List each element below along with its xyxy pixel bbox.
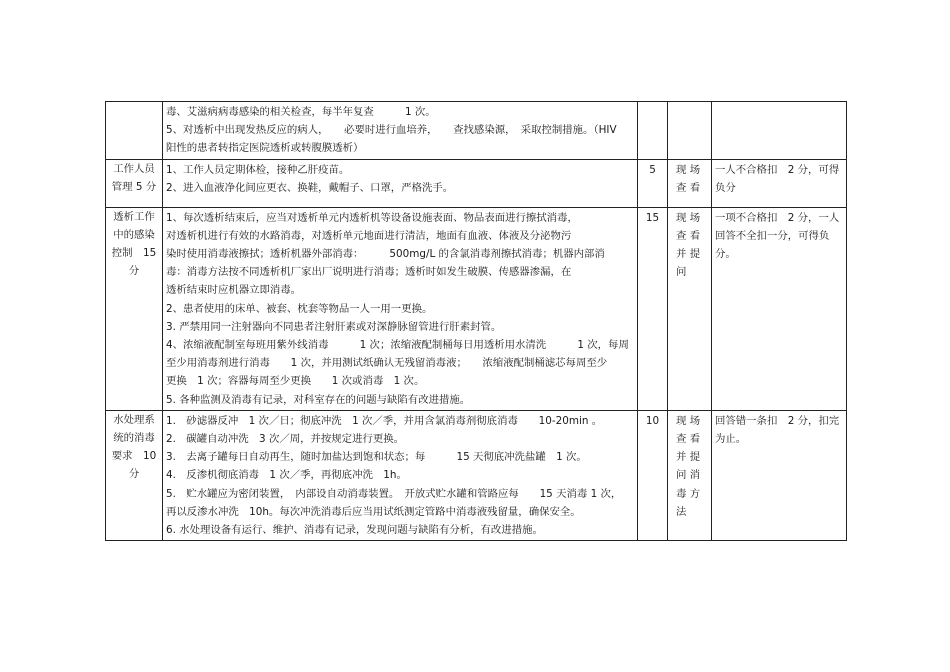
- score-cell: 5: [638, 159, 668, 207]
- content-line: 毒：消毒方法按不同透析机厂家出厂说明进行消毒；透析时如发生破膜、传感器渗漏，在: [166, 266, 572, 279]
- content-line: 阳性的患者转指定医院透析或转腹膜透析）: [166, 142, 364, 155]
- content-line: 更换 1 次；容器每周至少更换 1 次或消毒 1 次。: [166, 375, 425, 388]
- inspection-table: [105, 101, 847, 541]
- content-line: 毒、艾滋病病毒感染的相关检查，每半年复查 1 次。: [166, 106, 436, 118]
- method-cell: 现 场 查 看: [668, 159, 712, 207]
- category-cell: [106, 102, 163, 160]
- content-line: 3. 去离子罐每日自动再生，随时加盐达到饱和状态；每 15 天彻底冲洗盐罐 1 次。: [166, 451, 587, 464]
- table-row: [106, 159, 847, 207]
- content-cell: [163, 410, 638, 540]
- content-cell: [163, 207, 638, 410]
- deduction-cell: 回答错一条扣 2 分，扣完为止。: [712, 410, 847, 540]
- content-line: 6. 水处理设备有运行、维护、消毒有记录，发现问题与缺陷有分析，有改进措施。: [166, 524, 543, 537]
- content-line: 对透析机进行有效的水路消毒，对透析单元地面进行清洁，地面有血液、体液及分泌物污: [166, 229, 572, 242]
- content-cell: [163, 159, 638, 207]
- deduction-cell: [712, 102, 847, 160]
- deduction-cell: 一人不合格扣 2 分，可得负分: [712, 159, 847, 207]
- table-row: [106, 410, 847, 540]
- deduction-cell: 一项不合格扣 2 分，一人回答不全扣一分，可得负分。: [712, 207, 847, 410]
- category-cell: 透析工作中的感染控制 15 分: [106, 207, 163, 410]
- score-cell: 10: [638, 410, 668, 540]
- method-cell: 现 场 查 看 并 提 问 消 毒 方法: [668, 410, 712, 540]
- category-cell: 工作人员管理 5 分: [106, 159, 163, 207]
- content-line: 再以反渗水冲洗 10h。每次冲洗消毒后应当用试纸测定管路中消毒液残留量，确保安全。: [166, 505, 581, 518]
- content-line: 4、浓缩液配制室每班用紫外线消毒 1 次；浓缩液配制桶每日用透析用水清洗 1 次，每周: [166, 339, 629, 352]
- content-line: 2、进入血液净化间应更衣、换鞋，戴帽子、口罩，严格洗手。: [166, 181, 454, 194]
- content-line: 1、每次透析结束后，应当对透析单元内透析机等设备设施表面、物品表面进行擦拭消毒，: [166, 211, 578, 224]
- method-cell: 现 场 查 看 并 提 问: [668, 207, 712, 410]
- table-row: [106, 207, 847, 410]
- content-line: 染时使用消毒液擦拭；透析机器外部消毒： 500mg/L 的含氯消毒剂擦拭消毒；机器内部消: [166, 248, 605, 261]
- content-line: 1、工作人员定期体检，接种乙肝疫苗。: [166, 163, 350, 176]
- content-line: 至少用消毒剂进行消毒 1 次，并用测试纸确认无残留消毒液； 浓缩液配制桶滤芯每周至少: [166, 357, 608, 370]
- content-line: 2、患者使用的床单、被套、枕套等物品一人一用一更换。: [166, 302, 433, 315]
- table-row: [106, 102, 847, 160]
- content-line: 透析结束时应机器立即消毒。: [166, 284, 302, 297]
- category-cell: 水处理系统的消毒要求 10 分: [106, 410, 163, 540]
- content-line: 5、对透析中出现发热反应的病人， 必要时进行血培养， 查找感染源， 采取控制措施。（HIV: [166, 124, 617, 137]
- content-cell: [163, 102, 638, 160]
- content-line: 4. 反渗机彻底消毒 1 次／季，再彻底冲洗 1h。: [166, 469, 407, 482]
- content-line: 3. 严禁用同一注射器向不同患者注射肝素或对深静脉留管进行肝素封管。: [166, 320, 502, 333]
- content-line: 2. 碳罐自动冲洗 3 次／周，并按规定进行更换。: [166, 433, 405, 446]
- content-line: 5. 贮水罐应为密闭装置， 内部设自动消毒装置。 开放式贮水罐和管路应每 15 天消毒 1 次，: [166, 487, 622, 500]
- content-line: 5. 各种监测及消毒有记录，对科室存在的问题与缺陷有改进措施。: [166, 393, 471, 406]
- score-cell: 15: [638, 207, 668, 410]
- score-cell: [638, 102, 668, 160]
- content-line: 1. 砂滤器反冲 1 次／日；彻底冲洗 1 次／季，并用含氯消毒剂彻底消毒 10-20min 。: [166, 414, 603, 427]
- method-cell: [668, 102, 712, 160]
- table-body: [106, 102, 847, 541]
